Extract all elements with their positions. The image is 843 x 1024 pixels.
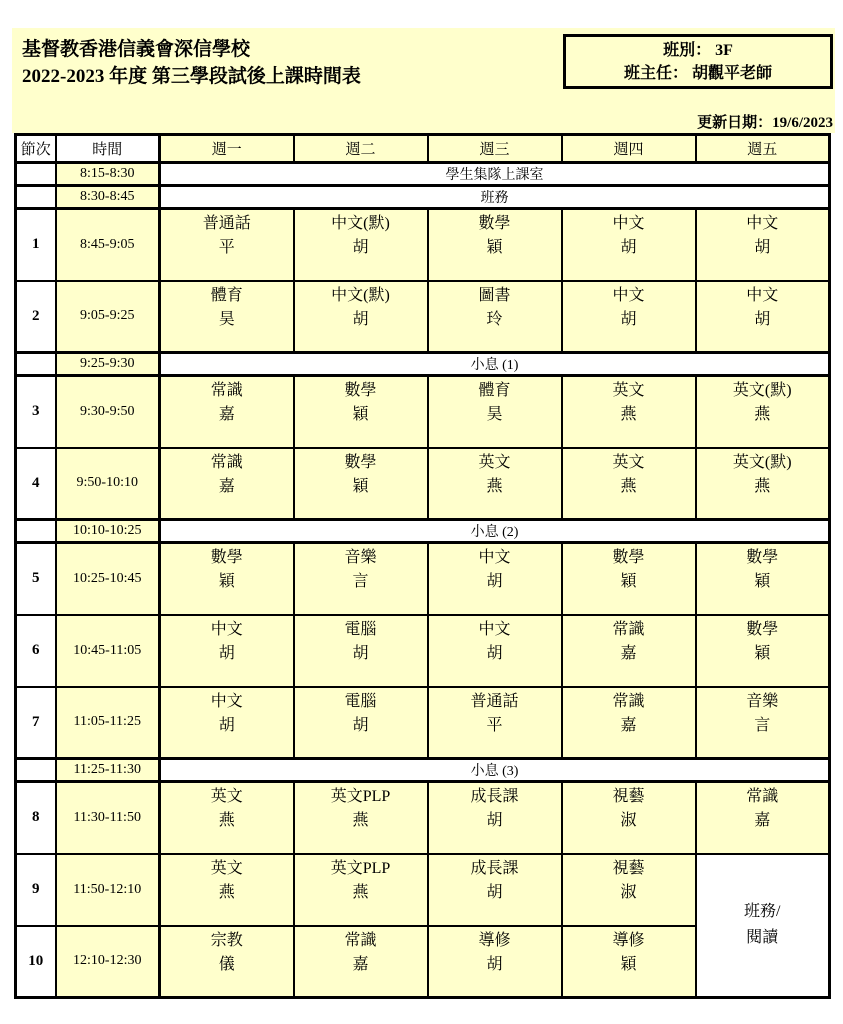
subject-cell — [562, 926, 696, 998]
teacher-name: 儀 — [218, 955, 235, 973]
time-cell: 11:30-11:50 — [56, 782, 160, 854]
teacher-name: 嘉 — [218, 477, 235, 495]
subject-name: 數學 — [478, 215, 511, 232]
band-cell: 小息 (1) — [160, 353, 830, 376]
teacher-name: 穎 — [754, 573, 771, 590]
subject-cell — [696, 448, 830, 520]
subject-name: 視藝 — [612, 859, 645, 877]
subject-cell — [294, 926, 428, 998]
teacher-name: 燕 — [218, 812, 235, 829]
teacher-label: 班主任： — [623, 65, 688, 82]
subject-name: 常識 — [746, 788, 779, 805]
subject-name: 體育 — [478, 382, 511, 399]
teacher-name: 穎 — [486, 239, 503, 256]
subject-cell — [428, 209, 562, 281]
subject-cell — [428, 782, 562, 854]
subject-cell — [696, 281, 830, 353]
period-number-cell: 9 — [16, 854, 56, 926]
period-number-cell: 1 — [16, 209, 56, 281]
time-cell: 9:25-9:30 — [56, 353, 160, 376]
subject-name: 中文 — [612, 286, 645, 304]
subject-name: 英文 — [612, 382, 645, 399]
teacher-name: 穎 — [352, 406, 369, 423]
time-cell: 10:45-11:05 — [56, 615, 160, 687]
header-thursday: 週四 — [562, 135, 696, 163]
teacher-name: 平 — [218, 239, 235, 256]
time-cell: 11:05-11:25 — [56, 687, 160, 759]
teacher-name: 燕 — [620, 406, 637, 423]
period-number-cell: 2 — [16, 281, 56, 353]
subject-name: 成長課 — [470, 788, 519, 805]
period-number-cell: 3 — [16, 376, 56, 448]
teacher-name: 胡 — [486, 955, 503, 973]
header-period: 節次 — [16, 135, 56, 163]
period-row — [16, 687, 830, 759]
header-tuesday: 週二 — [294, 135, 428, 163]
period-row — [16, 448, 830, 520]
period-number-cell — [16, 759, 56, 782]
subject-cell — [294, 854, 428, 926]
period-number-cell — [16, 520, 56, 543]
subject-cell — [160, 376, 294, 448]
band-cell: 學生集隊上課室 — [160, 163, 830, 186]
period-number-cell: 8 — [16, 782, 56, 854]
class-label: 班別： — [663, 42, 712, 59]
subject-cell — [294, 209, 428, 281]
subject-name: 常識 — [612, 692, 645, 710]
subject-cell — [160, 209, 294, 281]
teacher-name: 燕 — [218, 883, 235, 901]
school-name: 基督教香港信義會深信學校 — [22, 39, 251, 60]
teacher-name: 穎 — [620, 573, 637, 590]
subject-cell — [160, 448, 294, 520]
teacher-name: 嘉 — [620, 716, 637, 734]
subject-name: 數學 — [612, 549, 645, 566]
subject-cell — [294, 543, 428, 615]
class-info-box — [563, 34, 833, 89]
teacher-name: 胡 — [352, 239, 369, 256]
teacher-name: 昊 — [486, 406, 503, 423]
subject-name: 英文 — [612, 453, 645, 471]
time-cell: 11:50-12:10 — [56, 854, 160, 926]
teacher-name: 淑 — [620, 812, 637, 829]
subject-cell — [428, 687, 562, 759]
band-row — [16, 759, 830, 782]
teacher-value: 胡觀平老師 — [692, 65, 773, 82]
teacher-name: 胡 — [620, 239, 637, 256]
time-cell: 10:25-10:45 — [56, 543, 160, 615]
period-number-cell: 7 — [16, 687, 56, 759]
subject-name: 中文 — [210, 620, 243, 638]
subject-name: 圖書 — [478, 286, 511, 304]
period-number-cell: 5 — [16, 543, 56, 615]
time-cell: 11:25-11:30 — [56, 759, 160, 782]
teacher-name: 穎 — [352, 477, 369, 495]
subject-name: 數學 — [344, 453, 377, 471]
teacher-name: 淑 — [620, 883, 637, 901]
subject-cell — [562, 854, 696, 926]
teacher-line — [566, 62, 830, 85]
teacher-name: 胡 — [754, 239, 771, 256]
time-cell: 9:05-9:25 — [56, 281, 160, 353]
period-row — [16, 543, 830, 615]
subject-name: 數學 — [344, 382, 377, 399]
subject-cell — [294, 281, 428, 353]
band-cell: 班務 — [160, 186, 830, 209]
header-monday: 週一 — [160, 135, 294, 163]
teacher-name: 平 — [486, 716, 503, 734]
period-row — [16, 615, 830, 687]
subject-cell — [428, 448, 562, 520]
teacher-name: 嘉 — [352, 955, 369, 973]
teacher-name: 燕 — [754, 477, 771, 495]
timetable-body — [16, 163, 830, 998]
teacher-name: 嘉 — [754, 812, 771, 829]
class-line — [566, 39, 830, 62]
time-cell: 9:50-10:10 — [56, 448, 160, 520]
subject-cell — [696, 687, 830, 759]
subject-cell — [428, 854, 562, 926]
title-block — [22, 36, 361, 90]
header-row — [16, 135, 830, 163]
band-cell: 小息 (3) — [160, 759, 830, 782]
teacher-name: 胡 — [352, 644, 369, 662]
period-number-cell: 4 — [16, 448, 56, 520]
teacher-name: 胡 — [352, 310, 369, 328]
teacher-name: 穎 — [218, 573, 235, 590]
subject-name: 中文 — [746, 286, 779, 304]
subject-name: 音樂 — [746, 692, 779, 710]
header-wednesday: 週三 — [428, 135, 562, 163]
subject-cell — [294, 615, 428, 687]
subject-name: 中文(默) — [331, 286, 390, 304]
subject-name: 英文 — [210, 788, 243, 805]
subject-name: 常識 — [210, 453, 243, 471]
subject-cell — [562, 448, 696, 520]
subject-cell — [428, 376, 562, 448]
subject-cell — [160, 854, 294, 926]
period-number-cell — [16, 353, 56, 376]
time-cell: 10:10-10:25 — [56, 520, 160, 543]
subject-name: 常識 — [344, 931, 377, 949]
subject-name: 中文 — [478, 549, 511, 566]
period-row — [16, 209, 830, 281]
period-row — [16, 376, 830, 448]
subject-name: 中文 — [746, 215, 779, 232]
subject-cell — [696, 376, 830, 448]
subject-cell — [160, 281, 294, 353]
band-row — [16, 163, 830, 186]
teacher-name: 燕 — [754, 406, 771, 423]
subject-name: 音樂 — [344, 549, 377, 566]
subject-cell — [562, 615, 696, 687]
subject-name: 體育 — [210, 286, 243, 304]
teacher-name: 胡 — [486, 812, 503, 829]
teacher-name: 穎 — [620, 955, 637, 973]
subject-cell — [294, 782, 428, 854]
subject-cell — [696, 543, 830, 615]
teacher-name: 燕 — [352, 812, 369, 829]
time-cell: 8:15-8:30 — [56, 163, 160, 186]
teacher-name: 胡 — [620, 310, 637, 328]
subject-cell — [428, 281, 562, 353]
subject-cell — [562, 687, 696, 759]
period-row — [16, 854, 830, 926]
subject-cell — [294, 448, 428, 520]
header-friday: 週五 — [696, 135, 830, 163]
class-value: 3F — [715, 42, 733, 59]
band-row — [16, 520, 830, 543]
subject-name: 普通話 — [202, 215, 251, 232]
teacher-name: 胡 — [352, 716, 369, 734]
subject-name: 班務/ — [744, 903, 781, 921]
subject-cell — [562, 782, 696, 854]
band-row — [16, 353, 830, 376]
period-row — [16, 782, 830, 854]
subject-name: 英文PLP — [330, 788, 391, 805]
subject-name: 中文 — [612, 215, 645, 232]
subject-name: 常識 — [210, 382, 243, 399]
subject-name: 數學 — [746, 620, 779, 638]
subject-name: 數學 — [746, 549, 779, 566]
teacher-name: 胡 — [486, 883, 503, 901]
period-number-cell: 6 — [16, 615, 56, 687]
subject-cell — [562, 543, 696, 615]
period-row — [16, 281, 830, 353]
subject-name: 中文(默) — [331, 215, 390, 232]
subject-name: 數學 — [210, 549, 243, 566]
subject-name: 導修 — [612, 931, 645, 949]
timetable-title: 2022-2023 年度 第三學段試後上課時間表 — [22, 66, 361, 87]
subject-name: 英文 — [478, 453, 511, 471]
updated-date: 更新日期：19/6/2023 — [697, 115, 833, 131]
subject-cell — [428, 615, 562, 687]
merged-classwork-cell — [696, 854, 830, 998]
teacher-name: 燕 — [486, 477, 503, 495]
subject-cell — [160, 543, 294, 615]
teacher-name: 胡 — [218, 644, 235, 662]
teacher-name: 燕 — [352, 883, 369, 901]
header-band — [12, 28, 835, 133]
teacher-name: 言 — [754, 716, 771, 734]
time-cell: 8:45-9:05 — [56, 209, 160, 281]
subject-name: 普通話 — [470, 692, 519, 710]
teacher-name: 昊 — [218, 310, 235, 328]
timetable — [14, 133, 831, 999]
subject-cell — [294, 376, 428, 448]
teacher-name: 胡 — [486, 644, 503, 662]
header-time: 時間 — [56, 135, 160, 163]
subject-name: 導修 — [478, 931, 511, 949]
subject-name: 英文(默) — [732, 382, 792, 399]
subject-cell — [696, 782, 830, 854]
time-cell: 12:10-12:30 — [56, 926, 160, 998]
time-cell: 9:30-9:50 — [56, 376, 160, 448]
teacher-name: 胡 — [486, 573, 503, 590]
teacher-name: 嘉 — [620, 644, 637, 662]
subject-cell — [160, 687, 294, 759]
subject-cell — [160, 926, 294, 998]
subject-cell — [428, 543, 562, 615]
subject-name: 中文 — [210, 692, 243, 710]
teacher-name: 言 — [352, 573, 369, 590]
subject-cell — [562, 376, 696, 448]
subject-name: 宗教 — [210, 931, 243, 949]
subject-name: 電腦 — [344, 692, 377, 710]
subject-name: 英文(默) — [732, 453, 792, 471]
subject-cell — [160, 615, 294, 687]
subject-name: 常識 — [612, 620, 645, 638]
teacher-name: 玲 — [486, 310, 503, 328]
teacher-name: 閱讀 — [746, 929, 779, 947]
subject-name: 成長課 — [470, 859, 519, 877]
teacher-name: 穎 — [754, 644, 771, 662]
teacher-name: 嘉 — [218, 406, 235, 423]
period-number-cell — [16, 186, 56, 209]
subject-cell — [562, 281, 696, 353]
subject-name: 英文PLP — [330, 859, 391, 877]
time-cell: 8:30-8:45 — [56, 186, 160, 209]
subject-name: 中文 — [478, 620, 511, 638]
subject-cell — [160, 782, 294, 854]
teacher-name: 胡 — [218, 716, 235, 734]
subject-cell — [696, 209, 830, 281]
teacher-name: 燕 — [620, 477, 637, 495]
period-number-cell — [16, 163, 56, 186]
subject-cell — [562, 209, 696, 281]
subject-name: 電腦 — [344, 620, 377, 638]
subject-cell — [696, 615, 830, 687]
subject-name: 英文 — [210, 859, 243, 877]
subject-name: 視藝 — [612, 788, 645, 805]
band-cell: 小息 (2) — [160, 520, 830, 543]
subject-cell — [428, 926, 562, 998]
teacher-name: 胡 — [754, 310, 771, 328]
period-number-cell: 10 — [16, 926, 56, 998]
subject-cell — [294, 687, 428, 759]
band-row — [16, 186, 830, 209]
